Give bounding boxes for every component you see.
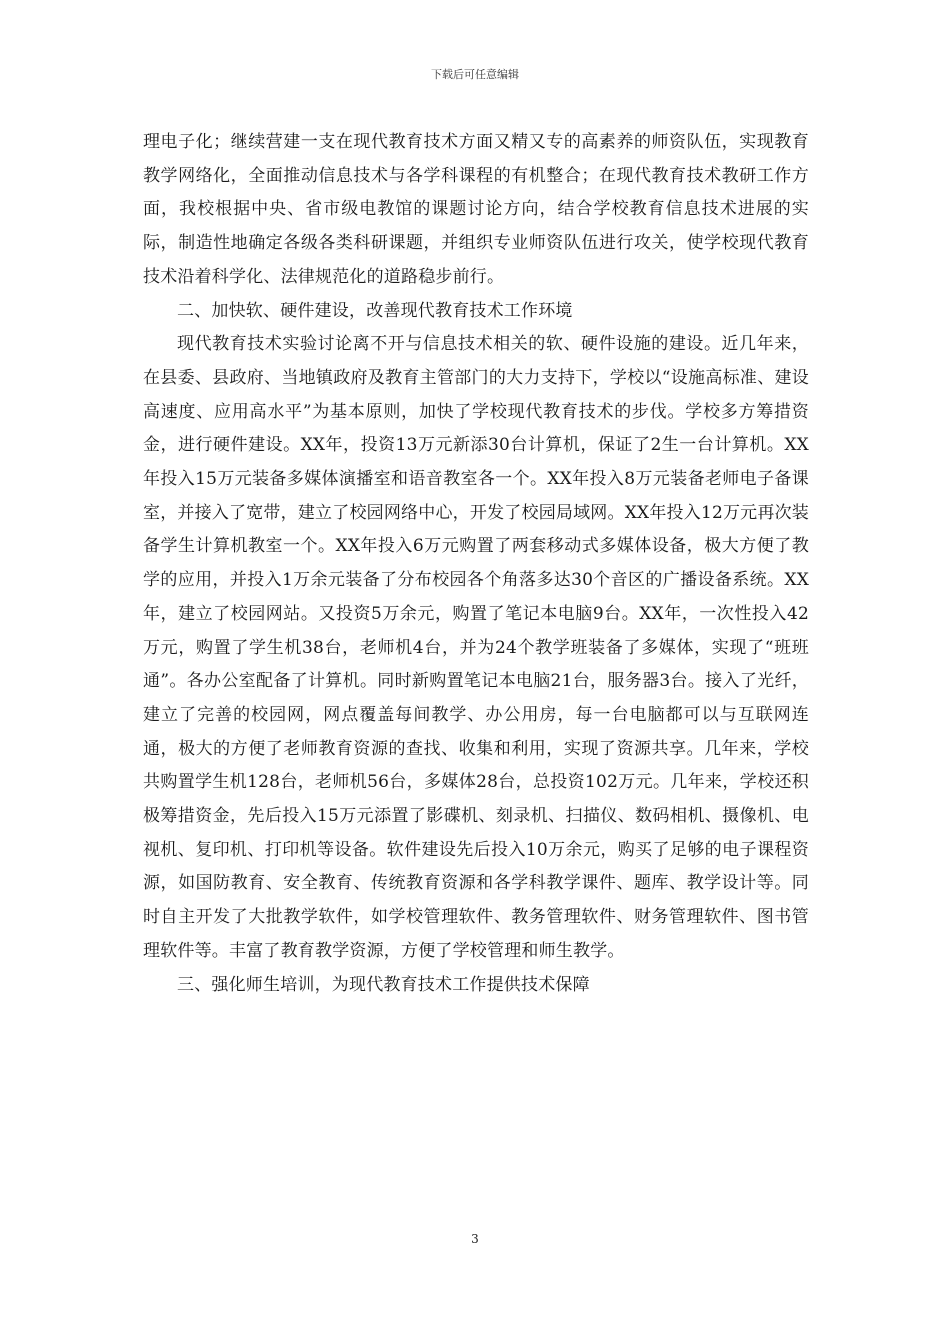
paragraph-continuation: 理电子化；继续营建一支在现代教育技术方面又精又专的高素养的师资队伍，实现教育教学网络化，全面推动信息技术与各学科课程的有机整合；在现代教育技术教研工作方面，我校根据中央、省市级电教馆的课题讨论方向，结合学校教育信息技术进展的实际，制造性地确定各级各类科研课题，并组织专业师资队伍进行攻关，使学校现代教育技术沿着科学化、法律规范化的道路稳步前行。 [143,132,809,287]
document-body [143,126,809,1002]
page-number: 3 [471,1232,479,1246]
section-heading-2: 二、加快软、硬件建设，改善现代教育技术工作环境 [177,300,573,321]
paragraph-body: 现代教育技术实验讨论离不开与信息技术相关的软、硬件设施的建设。近几年来，在县委、县政府、当地镇政府及教育主管部门的大力支持下，学校以“设施高标准、建设高速度、应用高水平”为基本原则，加快了学校现代教育技术的步伐。学校多方筹措资金，进行硬件建设。XX年，投资13万元新添30台计算机，保证了2生一台计算机。XX年投入15万元装备多媒体演播室和语音教室各一个。XX年投入8万元装备老师电子备课室，并接入了宽带，建立了校园网络中心，开发了校园局域网。XX年投入12万元再次装备学生计算机教室一个。XX年投入6万元购置了两套移动式多媒体设备，极大方便了教学的应用，并投入1万余元装备了分布校园各个角落多达30个音区的广播设备系统。XX年，建立了校园网站。又投资5万余元，购置了笔记本电脑9台。XX年，一次性投入42万元，购置了学生机38台，老师机4台，并为24个教学班装备了多媒体，实现了“班班通”。各办公室配备了计算机。同时新购置笔记本电脑21台，服务器3台。接入了光纤，建立了完善的校园网，网点覆盖每间教学、办公用房，每一台电脑都可以与互联网连通，极大的方便了老师教育资源的查找、收集和利用，实现了资源共享。几年来，学校共购置学生机128台，老师机56台，多媒体28台，总投资102万元。几年来，学校还积极筹措资金，先后投入15万元添置了影碟机、刻录机、扫描仪、数码相机、摄像机、电视机、复印机、打印机等设备。软件建设先后投入10万余元，购买了足够的电子课程资源，如国防教育、安全教育、传统教育资源和各学科教学课件、题库、教学设计等。同时自主开发了大批教学软件，如学校管理软件、教务管理软件、财务管理软件、图书管理软件等。丰富了教育教学资源，方便了学校管理和师生教学。 [143,334,809,961]
section-heading-3: 三、强化师生培训，为现代教育技术工作提供技术保障 [177,974,590,995]
page-header: 下载后可任意编辑 [431,68,519,81]
